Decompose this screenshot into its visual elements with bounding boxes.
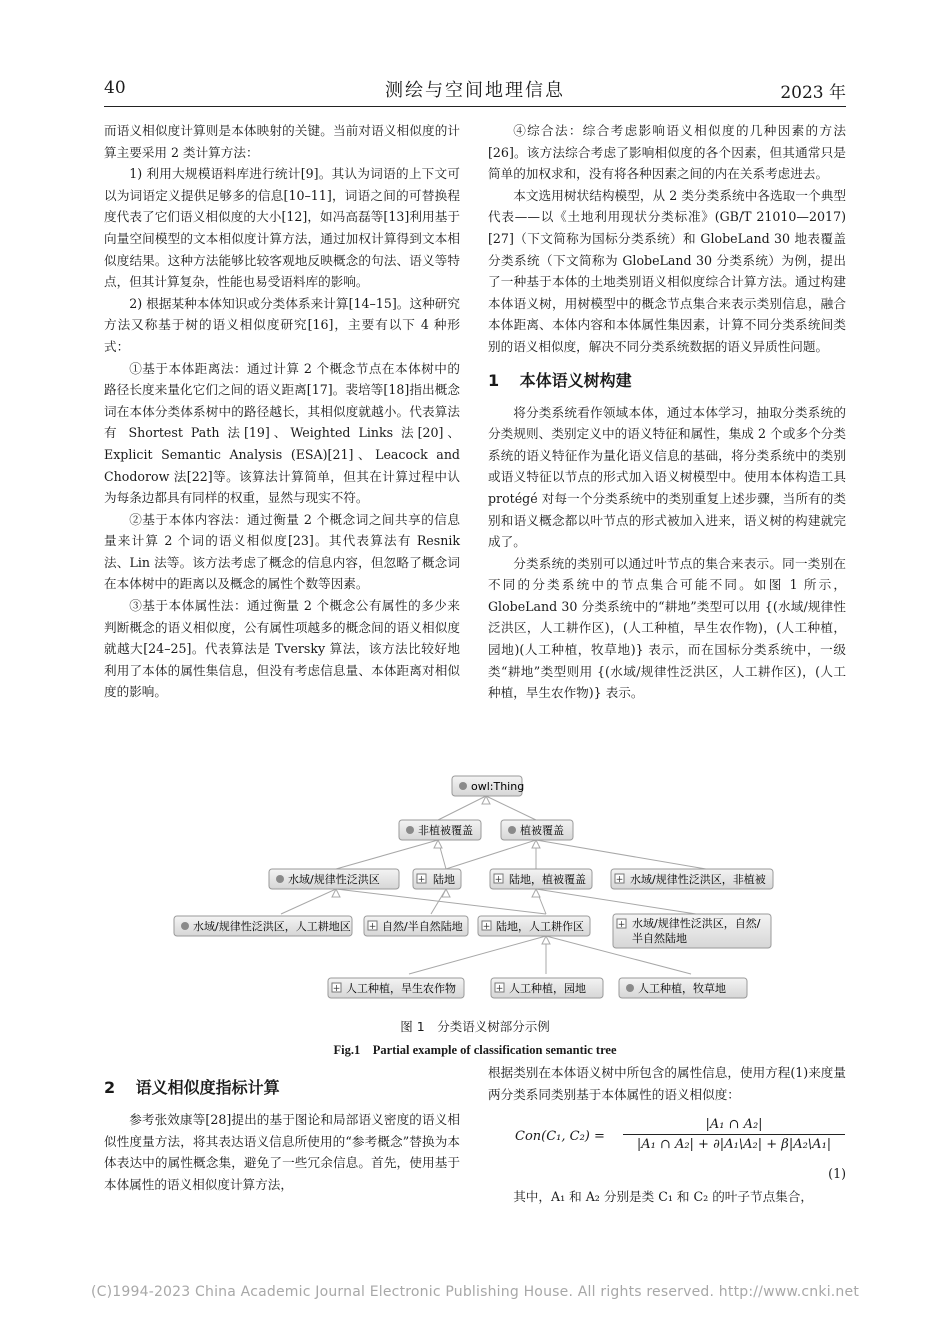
tree-node [478,916,590,936]
node-label: 人工种植，牧草地 [638,982,726,995]
node-label: 人工种植，园地 [509,982,586,995]
paragraph: 分类系统的类别可以通过叶节点的集合来表示。同一类别在不同的分类系统中的节点集合可能不同。如图 1 所示，GlobeLand 30 分类系统中的“耕地”类型可以用 {(水域/规律性泛洪区，人工耕作区)，(人工种植，旱生农作物)，(人工种植，园地)(人工种植，牧草地)} 表示，而在国标分类系统中，一级类“耕地”类型则用 {(水域/规律性泛洪区，人工耕作区)，(人工种植，旱生农作物)} 表示。 [488,555,846,701]
tree-node [399,820,481,840]
plus-glyph: + [417,875,426,885]
plus-glyph: + [615,875,624,885]
header-rule [104,106,846,107]
tree-node [364,916,468,936]
node-label: 水域/规律性泛洪区 [288,873,380,886]
tree-node-root [452,776,524,796]
plus-glyph: + [494,875,503,885]
paragraph: 本文选用树状结构模型，从 2 类分类系统中各选取一个典型代表——以《土地利用现状分类标准》(GB/T 21010—2017)[27]（下文简称为国标分类系统）和 GlobeLand 30 地表覆盖分类系统（下文简称为 GlobeLand 30 分类系统）为例，提出了一种基于本体的土地类别语义相似度综合计算方法。通过构建本体语义树，用树模型中的概念节点集合来表示类别信息，融合本体距离、本体内容和本体属性集因素，计算不同分类系统间类别的语义相似度，解决不同分类系统数据的语义异质性问题。 [488,187,846,354]
tree-node [413,869,461,889]
tree-node [619,978,747,998]
paragraph: 而语义相似度计算则是本体映射的关键。当前对语义相似度的计算主要采用 2 类计算方法： [104,123,460,160]
equation-1 [515,1117,845,1177]
equation-lhs: Con(C₁, C₂) = [515,1129,605,1144]
paragraph: 2) 根据某种本体知识或分类体系来计算[14–15]。这种研究方法又称基于树的语义相似度研究[16]，主要有以下 4 种形式： [104,295,460,354]
tree-node [611,869,773,889]
left-column-bottom [104,1075,460,1195]
node-label: 水域/规律性泛洪区，非植被 [630,873,766,886]
tree-node [328,978,464,998]
node-label: 水域/规律性泛洪区，人工耕地区 [193,920,351,933]
paragraph: ④综合法：综合考虑影响语义相似度的几种因素的方法[26]。该方法综合考虑了影响相似度的各个因素，但其通常只是简单的加权求和，没有将各种因素之间的内在关系考虑进去。 [488,123,846,182]
figure-caption-en: Fig.1 Partial example of classification semantic tree [333,1043,617,1057]
tree-node [501,820,573,840]
section-number: 2 [104,1078,116,1097]
figure-caption-cn: 图 1 分类语义树部分示例 [400,1019,550,1034]
right-column-tail [488,1186,846,1208]
equation-denominator: |A₁ ∩ A₂| + ∂|A₁\A₂| + β|A₂\A₁| [636,1137,832,1152]
right-column-bottom [488,1062,846,1105]
equation-number: (1) [828,1166,846,1181]
journal-title: 测绘与空间地理信息 [385,80,565,101]
node-label: 陆地 [433,873,455,886]
plus-glyph: + [482,922,491,932]
semantic-tree-figure [171,768,791,1010]
paragraph: 根据类别在本体语义树中所包含的属性信息，使用方程(1)来度量两分类系同类别基于本体属性的语义相似度： [488,1065,846,1102]
copyright-footer: (C)1994-2023 China Academic Journal Electronic Publishing House. All rights reserved. http://www.cnki.net [90,1284,860,1300]
paragraph: 其中，A₁ 和 A₂ 分别是类 C₁ 和 C₂ 的叶子节点集合， [513,1189,813,1204]
section-title: 本体语义树构建 [519,370,632,390]
plus-glyph: + [495,984,504,994]
section-title: 语义相似度指标计算 [135,1078,280,1097]
equation-numerator: |A₁ ∩ A₂| [623,1117,845,1135]
tree-node [490,869,592,889]
section-heading [104,1075,460,1101]
node-label: 自然/半自然陆地 [382,920,463,933]
page-header [104,74,846,104]
tree-node [174,916,352,936]
node-label: 半自然陆地 [632,932,687,945]
node-label: 人工种植，旱生农作物 [346,982,456,995]
tree-node [269,869,399,889]
plus-glyph: + [332,984,341,994]
paragraph: ③基于本体属性法：通过衡量 2 个概念公有属性的多少来判断概念的语义相似度，公有属性项越多的概念间的语义相似度就越大[24–25]。代表算法是 Tversky 算法，该方法比较好地利用了本体的属性集信息，但没有考虑信息量、本体距离对相似度的影响。 [104,598,460,700]
section-heading [488,368,846,394]
page-number: 40 [104,78,126,98]
plus-glyph: + [617,920,626,930]
node-label: 植被覆盖 [520,824,564,837]
left-column [104,120,460,703]
paragraph: 将分类系统看作领域本体，通过本体学习，抽取分类系统的分类规则、类别定义中的语义特征和属性，集成 2 个或多个分类系统的语义特征作为量化语义信息的基础，将分类系统中的类别或语义特征以节点的形式加入语义树模型中。使用本体构造工具 protégé 对每一个分类系统中的类别重复上述步骤，当所有的类别和语义概念都以叶节点的形式被加入进来，语义树的构建就完成了。 [488,404,846,550]
node-label: 陆地，植被覆盖 [509,873,586,886]
tree-node [491,978,603,998]
node-label: 陆地，人工耕作区 [496,920,584,933]
node-label: 非植被覆盖 [418,824,473,837]
paragraph: 1) 利用大规模语料库进行统计[9]。其认为词语的上下文可以为词语定义提供足够多的信息[10–11]，词语之间的可替换程度代表了它们语义相似度的大小[12]，如冯高磊等[13]利用基于向量空间模型的文本相似度计算方法，通过加权计算得到文本相似度结果。这种方法能够比较客观地反映概念的句法、语义等特点，但其计算复杂，性能也易受语料库的影响。 [104,166,460,290]
paragraph: ①基于本体距离法：通过计算 2 个概念节点在本体树中的路径长度来量化它们之间的语义距离[17]。裴培等[18]指出概念词在本体分类体系树中的路径越长，其相似度就越小。代表算法有 Shortest Path 法[19]、Weighted Links 法[20]、Explicit Semantic Analysis (ESA)[21]、Leacock and Chodorow 法[22]等。该算法计算简单，但其在计算过程中认为每条边都具有同样的权重，显然与现实不符。 [104,360,460,506]
node-label: owl:Thing [471,780,525,793]
equation-fraction [623,1117,845,1152]
right-column [488,120,846,704]
tree-node [613,914,771,948]
paragraph: 参考张效康等[28]提出的基于图论和局部语义密度的语义相似性度量方法，将其表达语义信息所使用的“参考概念”替换为本体表达中的属性概念集，避免了一些冗余信息。首先，使用基于本体属性的语义相似度计算方法， [104,1112,460,1192]
plus-glyph: + [368,922,377,932]
paragraph: ②基于本体内容法：通过衡量 2 个概念词之间共享的信息量来计算 2 个词的语义相似度[23]。其代表算法有 Resnik 法、Lin 法等。该方法考虑了概念的信息内容，但忽略了概念词在本体树中的距离以及概念的属性个数等因素。 [104,511,460,592]
node-label: 水域/规律性泛洪区，自然/ [632,917,761,930]
section-number: 1 [488,370,500,390]
tree-diagram [171,768,791,1010]
publication-year: 2023 年 [780,83,846,103]
